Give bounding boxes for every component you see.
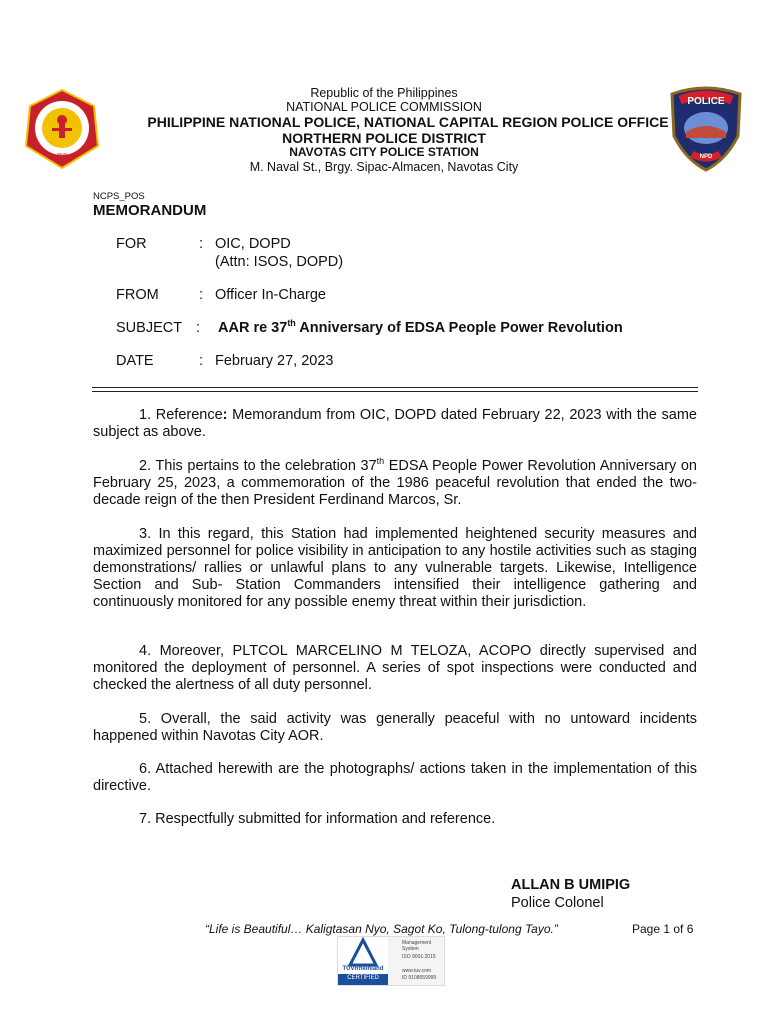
signatory-name: ALLAN B UMIPIG xyxy=(511,877,631,893)
from-label: FROM xyxy=(116,287,159,303)
for-attn: (Attn: ISOS, DOPD) xyxy=(215,254,344,270)
tuv-system: Management System xyxy=(402,940,432,952)
subject-label: SUBJECT xyxy=(116,320,183,336)
header-commission: NATIONAL POLICE COMMISSION xyxy=(286,100,482,114)
tuv-brand: TÜVRheinland xyxy=(342,966,384,972)
header-divider-second xyxy=(92,391,698,392)
for-colon: : xyxy=(199,236,204,252)
header-station: NAVOTAS CITY POLICE STATION xyxy=(289,145,479,159)
for-label: FOR xyxy=(116,236,147,252)
subject-value: AAR re 37th Anniversary of EDSA People Power Revolution xyxy=(218,318,623,336)
tuv-id: ID 9108659999 xyxy=(402,975,437,981)
paragraph-6: 6. Attached herewith are the photographs/ actions taken in the implementation of this directive. xyxy=(93,761,697,794)
header-republic: Republic of the Philippines xyxy=(310,86,458,100)
paragraph-1: 1. Reference: Memorandum from OIC, DOPD dated February 22, 2023 with the same subject as above. xyxy=(93,407,697,440)
footer-motto: “Life is Beautiful… Kaligtasan Nyo, Sagot Ko, Tulong-tulong Tayo.” xyxy=(205,922,558,936)
header-address: M. Naval St., Brgy. Sipac-Almacen, Navotas City xyxy=(249,160,519,174)
svg-text:PNP: PNP xyxy=(57,153,67,159)
date-value: February 27, 2023 xyxy=(215,353,334,369)
subject-colon: : xyxy=(196,320,201,336)
paragraph-5: 5. Overall, the said activity was generally peaceful with no untoward incidents happened within Navotas City AOR. xyxy=(93,711,697,744)
from-colon: : xyxy=(199,287,204,303)
paragraph-2: 2. This pertains to the celebration 37th EDSA People Power Revolution Anniversary on February 25, 2023, a commemoration of the 1986 peaceful revolution that ended the two-decade reign of the then President Ferdinand Marcos, Sr. xyxy=(93,456,697,508)
tuv-url: www.tuv.com xyxy=(402,968,432,974)
paragraph-4: 4. Moreover, PLTCOL MARCELINO M TELOZA, ACOPO directly supervised and monitored the deployment of personnel. A series of spot inspections were conducted and checked the alertness of all duty personnel. xyxy=(93,643,697,693)
tuv-iso: ISO 9001:2015 xyxy=(402,954,436,960)
badge-bottom-text: NPD xyxy=(699,154,713,160)
date-label: DATE xyxy=(116,353,154,369)
memo-title: MEMORANDUM xyxy=(93,202,207,219)
for-value: OIC, DOPD xyxy=(215,236,291,252)
memo-code: NCPS_POS xyxy=(93,191,145,202)
tuv-logo xyxy=(338,937,388,985)
header-pnp: PHILIPPINE NATIONAL POLICE, NATIONAL CAPITAL REGION POLICE OFFICE xyxy=(147,114,669,130)
tuv-certified: CERTIFIED xyxy=(347,975,379,981)
from-value: Officer In-Charge xyxy=(215,287,326,303)
paragraph-3: 3. In this regard, this Station had implemented heightened security measures and maximized personnel for police visibility in anticipation to any hostile activities such as staging demonstrations/ rallies or unlawful plans to any vulnerable targets. Likewise, Intelligence Section and Sub- Station Commanders intensified their intelligence gathering and continuously monitored for any possible enemy threat within their jurisdiction. xyxy=(93,526,697,610)
header-district: NORTHERN POLICE DISTRICT xyxy=(282,130,486,146)
badge-top-text: POLICE xyxy=(687,96,725,107)
paragraph-7: 7. Respectfully submitted for information and reference. xyxy=(139,811,496,827)
signatory-rank: Police Colonel xyxy=(511,895,604,911)
tuv-certification-badge xyxy=(337,936,445,986)
header-divider xyxy=(92,387,698,388)
date-colon: : xyxy=(199,353,204,369)
page-number: Page 1 of 6 xyxy=(632,922,694,936)
